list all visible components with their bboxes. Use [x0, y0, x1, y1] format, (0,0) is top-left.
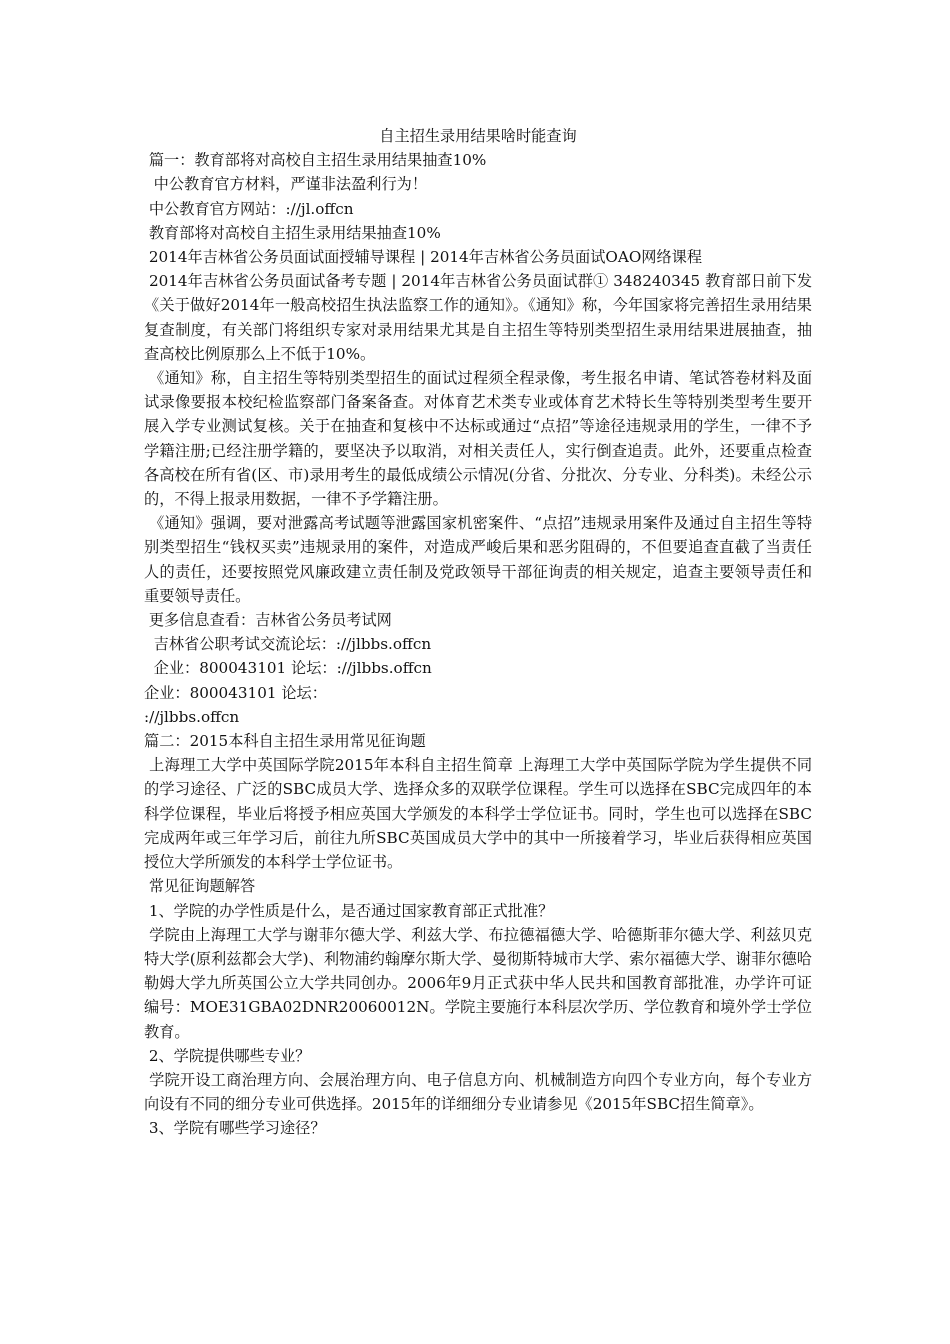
paragraph-18: 学院由上海理工大学与谢菲尔德大学、利兹大学、布拉德福德大学、哈德斯菲尔德大学、利兹贝克特大学(原利兹都会大学)、利物浦约翰摩尔斯大学、曼彻斯特城市大学、索尔福德大学、谢菲尔德哈勒姆大学九所英国公立大学共同创办。2006年9月正式获中华人民共和国教育部批准，办学许可证编号：MOE31GBA02DNR20060012N。学院主要施行本科层次学历、学位教育和境外学士学位教育。: [144, 925, 813, 1041]
paragraph-6: 2014年吉林省公务员面试备考专题 | 2014年吉林省公务员面试群① 348240345 教育部日前下发《关于做好2014年一般高校招生执法监察工作的通知》。《通知》称，今年国家将完善招生录用结果复查制度，有关部门将组织专家对录用结果尤其是自主招生等特别类型招生录用结果进展抽查，抽查高校比例原那么上不低于10%。: [144, 272, 813, 363]
paragraph-13: ://jlbbs.offcn: [144, 707, 240, 726]
paragraph-4: 教育部将对高校自主招生录用结果抽查10%: [144, 223, 441, 242]
document-title: 自主招生录用结果啥时能查询: [379, 127, 577, 145]
paragraph-9: 更多信息查看：吉林省公务员考试网: [144, 611, 392, 630]
paragraph-17: 1、学院的办学性质是什么，是否通过国家教育部正式批准？: [144, 901, 554, 920]
paragraph-12: 企业：800043101 论坛：: [144, 683, 327, 702]
paragraph-2: 中公教育官方材料，严谨非法盈利行为！: [144, 175, 428, 194]
paragraph-19: 2、学院提供哪些专业？: [144, 1046, 311, 1065]
paragraph-8: 《通知》强调，要对泄露高考试题等泄露国家机密案件、“点招”违规录用案件及通过自主招生等特别类型招生“钱权买卖”违规录用的案件，对造成严峻后果和恶劣阻碍的，不但要追查直截了当责任人的责任，还要按照党风廉政建立责任制及党政领导干部征询责的相关规定，追查主要领导责任和重要领导责任。: [144, 514, 813, 605]
paragraph-14: 篇二：2015本科自主招生录用常见征询题: [144, 732, 426, 751]
paragraph-15: 上海理工大学中英国际学院2015年本科自主招生简章 上海理工大学中英国际学院为学生提供不同的学习途径、广泛的SBC成员大学、选择众多的双联学位课程。学生可以选择在SBC完成四年的本科学位课程，毕业后将授予相应英国大学颁发的本科学士学位证书。同时，学生也可以选择在SBC完成两年或三年学习后，前往九所SBC英国成员大学中的其中一所接着学习，毕业后获得相应英国授位大学所颁发的本科学士学位证书。: [144, 756, 813, 872]
paragraph-1: 篇一：教育部将对高校自主招生录用结果抽查10%: [144, 151, 487, 170]
paragraph-5: 2014年吉林省公务员面试面授辅导课程 | 2014年吉林省公务员面试OAO网络课程: [144, 248, 703, 267]
paragraph-21: 3、学院有哪些学习途径？: [144, 1119, 326, 1138]
paragraph-16: 常见征询题解答: [144, 877, 256, 896]
paragraph-7: 《通知》称，自主招生等特别类型招生的面试过程须全程录像，考生报名申请、笔试答卷材料及面试录像要报本校纪检监察部门备案备查。对体育艺术类专业或体育艺术特长生等特别类型考生要开展入学专业测试复核。关于在抽查和复核中不达标或通过“点招”等途径违规录用的学生，一律不予学籍注册;已经注册学籍的，要坚决予以取消，对相关责任人，实行倒查追责。此外，还要重点检查各高校在所有省(区、市)录用考生的最低成绩公示情况(分省、分批次、分专业、分科类)。未经公示的，不得上报录用数据，一律不予学籍注册。: [144, 369, 813, 509]
paragraph-3: 中公教育官方网站：://jl.offcn: [144, 199, 354, 218]
paragraph-20: 学院开设工商治理方向、会展治理方向、电子信息方向、机械制造方向四个专业方向，每个专业方向设有不同的细分专业可供选择。2015年的详细细分专业请参见《2015年SBC招生简章》。: [144, 1070, 813, 1114]
document-page: [144, 124, 812, 1141]
paragraph-11: 企业：800043101 论坛：://jlbbs.offcn: [144, 659, 432, 678]
paragraph-10: 吉林省公职考试交流论坛：://jlbbs.offcn: [144, 635, 432, 654]
